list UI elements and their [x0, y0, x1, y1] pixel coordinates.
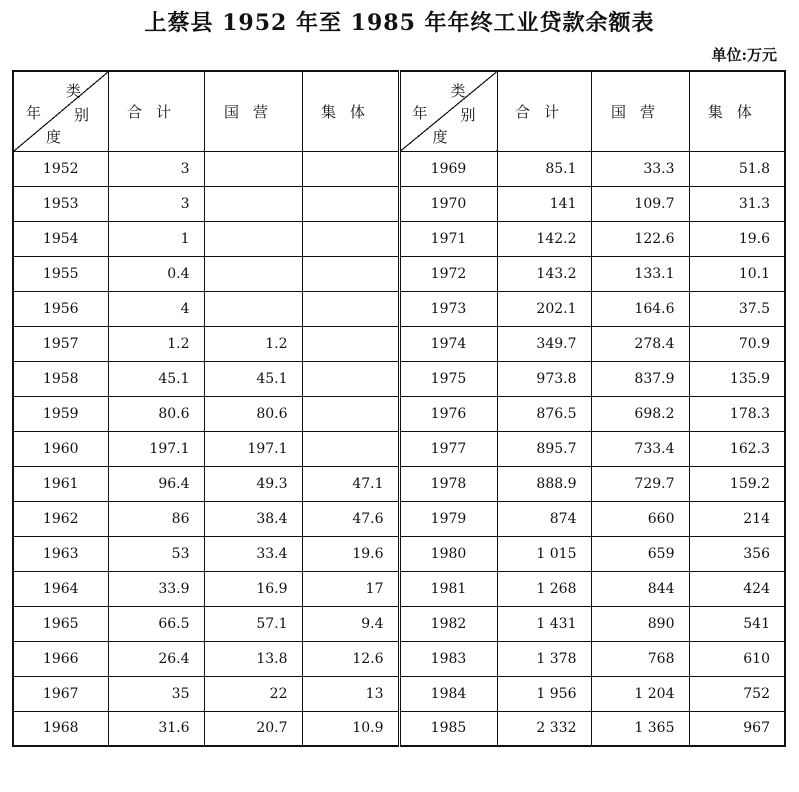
- diag-left-label-2: 年: [412, 104, 428, 122]
- year-cell: 1977: [399, 431, 497, 466]
- collective-cell: 19.6: [302, 536, 399, 571]
- table-row: [13, 256, 785, 291]
- state-cell: 80.6: [204, 396, 302, 431]
- year-cell: 1965: [13, 606, 108, 641]
- header-total-2: 合计: [497, 71, 591, 151]
- collective-cell: 10.9: [302, 711, 399, 746]
- year-cell: 1961: [13, 466, 108, 501]
- header-row: [13, 71, 785, 151]
- table-row: [13, 466, 785, 501]
- collective-cell: 610: [689, 641, 785, 676]
- table-row: [13, 711, 785, 746]
- collective-cell: [302, 221, 399, 256]
- collective-cell: 13: [302, 676, 399, 711]
- collective-cell: 51.8: [689, 151, 785, 186]
- collective-cell: [302, 326, 399, 361]
- collective-cell: 9.4: [302, 606, 399, 641]
- collective-cell: 424: [689, 571, 785, 606]
- year-cell: 1967: [13, 676, 108, 711]
- total-cell: 1 268: [497, 571, 591, 606]
- year-cell: 1960: [13, 431, 108, 466]
- state-cell: 733.4: [591, 431, 689, 466]
- state-cell: [204, 256, 302, 291]
- year-cell: 1983: [399, 641, 497, 676]
- year-cell: 1968: [13, 711, 108, 746]
- total-cell: 85.1: [497, 151, 591, 186]
- total-cell: 35: [108, 676, 204, 711]
- collective-cell: [302, 291, 399, 326]
- collective-cell: 19.6: [689, 221, 785, 256]
- table-row: [13, 326, 785, 361]
- collective-cell: 159.2: [689, 466, 785, 501]
- year-cell: 1973: [399, 291, 497, 326]
- table-row: [13, 151, 785, 186]
- year-cell: 1962: [13, 501, 108, 536]
- state-cell: 109.7: [591, 186, 689, 221]
- collective-cell: 17: [302, 571, 399, 606]
- total-cell: 53: [108, 536, 204, 571]
- collective-cell: 70.9: [689, 326, 785, 361]
- collective-cell: 10.1: [689, 256, 785, 291]
- total-cell: 3: [108, 186, 204, 221]
- total-cell: 1.2: [108, 326, 204, 361]
- total-cell: 1 378: [497, 641, 591, 676]
- state-cell: [204, 221, 302, 256]
- table-row: [13, 676, 785, 711]
- state-cell: 57.1: [204, 606, 302, 641]
- header-collective-2: 集体: [689, 71, 785, 151]
- state-cell: 133.1: [591, 256, 689, 291]
- collective-cell: 541: [689, 606, 785, 641]
- year-cell: 1953: [13, 186, 108, 221]
- total-cell: 1 431: [497, 606, 591, 641]
- collective-cell: [302, 431, 399, 466]
- table-row: [13, 536, 785, 571]
- year-cell: 1963: [13, 536, 108, 571]
- diag-top-label: 类: [66, 82, 82, 100]
- year-cell: 1964: [13, 571, 108, 606]
- total-cell: 86: [108, 501, 204, 536]
- diag-bottom-label-2: 度: [432, 128, 448, 146]
- state-cell: 16.9: [204, 571, 302, 606]
- year-cell: 1972: [399, 256, 497, 291]
- year-cell: 1970: [399, 186, 497, 221]
- total-cell: 142.2: [497, 221, 591, 256]
- state-cell: 38.4: [204, 501, 302, 536]
- year-cell: 1981: [399, 571, 497, 606]
- collective-cell: 37.5: [689, 291, 785, 326]
- table-row: [13, 501, 785, 536]
- diag-right-label: 别: [74, 106, 90, 124]
- collective-cell: 47.1: [302, 466, 399, 501]
- total-cell: 0.4: [108, 256, 204, 291]
- collective-cell: [302, 151, 399, 186]
- year-cell: 1976: [399, 396, 497, 431]
- collective-cell: 967: [689, 711, 785, 746]
- total-cell: 1: [108, 221, 204, 256]
- state-cell: 49.3: [204, 466, 302, 501]
- state-cell: 1.2: [204, 326, 302, 361]
- diag-top-label-2: 类: [450, 82, 466, 100]
- total-cell: 2 332: [497, 711, 591, 746]
- header-state: 国营: [204, 71, 302, 151]
- loan-table: [12, 70, 786, 747]
- total-cell: 1 015: [497, 536, 591, 571]
- state-cell: 1 365: [591, 711, 689, 746]
- collective-cell: [302, 256, 399, 291]
- collective-cell: [302, 361, 399, 396]
- total-cell: 202.1: [497, 291, 591, 326]
- total-cell: 96.4: [108, 466, 204, 501]
- table-row: [13, 431, 785, 466]
- state-cell: 33.3: [591, 151, 689, 186]
- year-cell: 1958: [13, 361, 108, 396]
- state-cell: [204, 186, 302, 221]
- state-cell: 122.6: [591, 221, 689, 256]
- table-row: [13, 361, 785, 396]
- collective-cell: 162.3: [689, 431, 785, 466]
- year-cell: 1982: [399, 606, 497, 641]
- total-cell: 3: [108, 151, 204, 186]
- header-collective: 集体: [302, 71, 399, 151]
- state-cell: 164.6: [591, 291, 689, 326]
- state-cell: 768: [591, 641, 689, 676]
- table-row: [13, 186, 785, 221]
- diag-right-label-2: 别: [460, 106, 476, 124]
- collective-cell: 31.3: [689, 186, 785, 221]
- table-row: [13, 606, 785, 641]
- state-cell: 33.4: [204, 536, 302, 571]
- year-cell: 1966: [13, 641, 108, 676]
- total-cell: 45.1: [108, 361, 204, 396]
- collective-cell: 752: [689, 676, 785, 711]
- total-cell: 1 956: [497, 676, 591, 711]
- table-row: [13, 221, 785, 256]
- table-row: [13, 291, 785, 326]
- collective-cell: 214: [689, 501, 785, 536]
- total-cell: 973.8: [497, 361, 591, 396]
- collective-cell: [302, 186, 399, 221]
- state-cell: 13.8: [204, 641, 302, 676]
- unit-label: 单位:万元: [711, 46, 777, 64]
- total-cell: 888.9: [497, 466, 591, 501]
- collective-cell: 356: [689, 536, 785, 571]
- total-cell: 876.5: [497, 396, 591, 431]
- header-total: 合计: [108, 71, 204, 151]
- collective-cell: 135.9: [689, 361, 785, 396]
- year-cell: 1955: [13, 256, 108, 291]
- total-cell: 80.6: [108, 396, 204, 431]
- state-cell: 698.2: [591, 396, 689, 431]
- table-row: [13, 396, 785, 431]
- state-cell: 278.4: [591, 326, 689, 361]
- diag-bottom-label: 度: [46, 128, 62, 146]
- year-cell: 1985: [399, 711, 497, 746]
- state-cell: [204, 151, 302, 186]
- state-cell: 729.7: [591, 466, 689, 501]
- collective-cell: 47.6: [302, 501, 399, 536]
- total-cell: 874: [497, 501, 591, 536]
- year-cell: 1980: [399, 536, 497, 571]
- state-cell: 45.1: [204, 361, 302, 396]
- table-row: [13, 641, 785, 676]
- total-cell: 31.6: [108, 711, 204, 746]
- header-diagonal-cell-right: [399, 71, 497, 151]
- state-cell: 20.7: [204, 711, 302, 746]
- year-cell: 1956: [13, 291, 108, 326]
- total-cell: 349.7: [497, 326, 591, 361]
- page-title: 上蔡县 1952 年至 1985 年年终工业贷款余额表: [144, 10, 655, 36]
- total-cell: 66.5: [108, 606, 204, 641]
- total-cell: 4: [108, 291, 204, 326]
- total-cell: 26.4: [108, 641, 204, 676]
- year-cell: 1979: [399, 501, 497, 536]
- state-cell: 659: [591, 536, 689, 571]
- total-cell: 895.7: [497, 431, 591, 466]
- total-cell: 141: [497, 186, 591, 221]
- state-cell: 22: [204, 676, 302, 711]
- year-cell: 1974: [399, 326, 497, 361]
- year-cell: 1957: [13, 326, 108, 361]
- year-cell: 1952: [13, 151, 108, 186]
- table-row: [13, 571, 785, 606]
- year-cell: 1978: [399, 466, 497, 501]
- state-cell: 844: [591, 571, 689, 606]
- state-cell: 660: [591, 501, 689, 536]
- total-cell: 197.1: [108, 431, 204, 466]
- total-cell: 143.2: [497, 256, 591, 291]
- year-cell: 1971: [399, 221, 497, 256]
- year-cell: 1959: [13, 396, 108, 431]
- state-cell: [204, 291, 302, 326]
- year-cell: 1984: [399, 676, 497, 711]
- state-cell: 1 204: [591, 676, 689, 711]
- state-cell: 837.9: [591, 361, 689, 396]
- year-cell: 1969: [399, 151, 497, 186]
- total-cell: 33.9: [108, 571, 204, 606]
- state-cell: 890: [591, 606, 689, 641]
- year-cell: 1975: [399, 361, 497, 396]
- year-cell: 1954: [13, 221, 108, 256]
- collective-cell: 12.6: [302, 641, 399, 676]
- collective-cell: 178.3: [689, 396, 785, 431]
- collective-cell: [302, 396, 399, 431]
- header-diagonal-cell-left: [13, 71, 108, 151]
- state-cell: 197.1: [204, 431, 302, 466]
- header-state-2: 国营: [591, 71, 689, 151]
- diag-left-label: 年: [26, 104, 42, 122]
